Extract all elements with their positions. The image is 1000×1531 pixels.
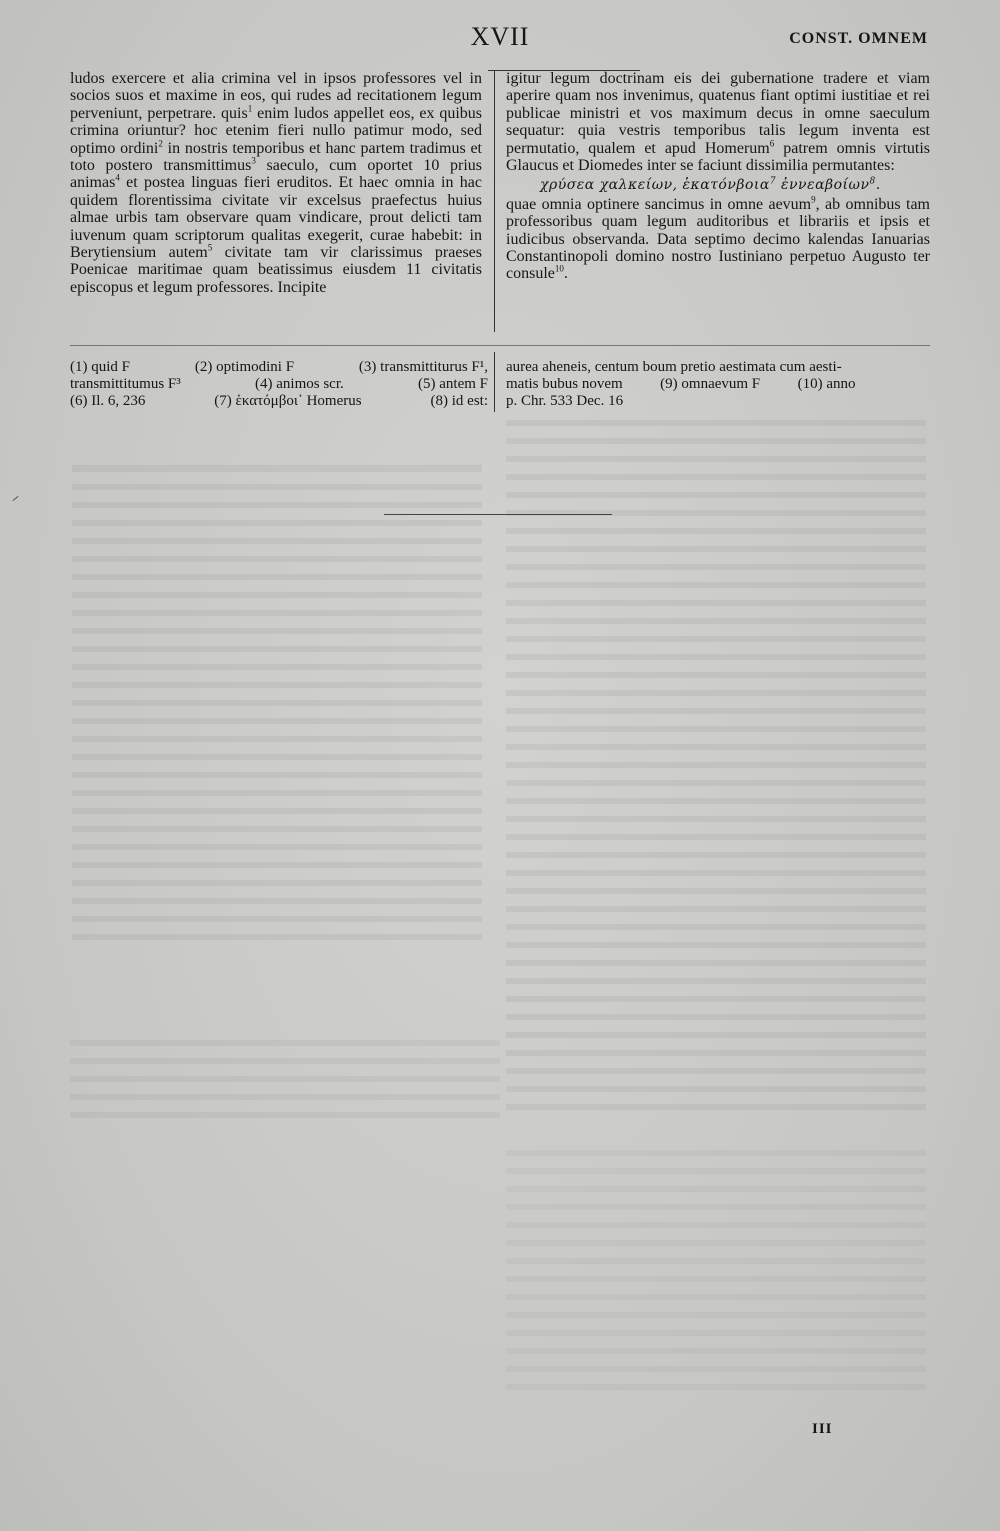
footnote-ref: 7 xyxy=(769,176,777,187)
section-end-rule xyxy=(384,514,612,515)
running-title: CONST. OMNEM xyxy=(789,30,928,47)
show-through-lower xyxy=(70,1040,500,1120)
footnote-row xyxy=(70,359,488,376)
footnote: transmittitumus F³ xyxy=(70,376,181,392)
footnote-ref: 10 xyxy=(554,264,564,275)
left-column-text: ludos exercere et alia crimina vel in ipsos professores vel in socios suos et maxime in eos, qui rudes ad recitationem legum perveniunt, perpetrare. quis$^1$ enim ludos appellet eos, ex quibus crimina oriuntur? hoc etenim fieri nullo patimur modo, sed optimo ordini$^2$ in nostris temporibus et hanc partem tradimus et toto postero transmittimus$^3$ saeculo, cum oportet 10 prius animas$^4$ et postea linguas fieri eruditos. Et haec omnia in hac quidem florentissima civitate vir excelsus praefectus huius almae urbis tam observare quam vindicare, prout delicti tam iuvenum quam scriptorum qualitas exegerit, curae habebit: in Berytiensium autem$^5$ civitate tam vir clarissimus praeses Poenicae maritimae quam beatissimus eiusdem 11 civitatis episcopus et legum professores. Incipite xyxy=(70,70,483,296)
footnote-ref: 6 xyxy=(769,138,775,149)
show-through-lower-right xyxy=(506,1150,926,1400)
right-column xyxy=(506,70,930,283)
footnote: (4) animos scr. xyxy=(255,376,344,392)
footnotes-left xyxy=(70,359,488,410)
footnote-ref: 1 xyxy=(247,103,253,114)
footnote: (6) Il. 6, 236 xyxy=(70,393,146,409)
footnote: (1) quid F xyxy=(70,359,130,375)
column-divider xyxy=(494,70,495,332)
footnote: (2) optimodini F xyxy=(194,359,295,375)
footnote: (5) antem F xyxy=(418,376,488,392)
footnote-ref: 3 xyxy=(251,155,256,166)
footnote-ref: 4 xyxy=(115,173,120,184)
page-header xyxy=(70,20,930,60)
footnote-divider xyxy=(494,352,495,412)
show-through-left xyxy=(72,445,482,945)
footnote: (3) transmittiturus F¹, xyxy=(358,359,488,375)
signature-mark: III xyxy=(812,1421,833,1437)
page-number: XVII xyxy=(470,22,530,51)
footnote-rule xyxy=(70,345,930,346)
line-number: 11 xyxy=(405,261,422,279)
footnotes-right xyxy=(506,359,930,410)
line-number: 10 xyxy=(423,157,440,175)
footnote-line: aurea aheneis, centum boum pretio aestimata cum aesti- xyxy=(506,359,842,375)
footnote: (8) id est: xyxy=(430,393,488,409)
footnote-row xyxy=(70,376,488,393)
footnote-line: matis bubus novem (9) omnaevum F (10) anno xyxy=(506,376,856,392)
footnote-ref: 9 xyxy=(811,194,816,205)
footnote-line: p. Chr. 533 Dec. 16 xyxy=(506,393,624,409)
stray-mark xyxy=(12,496,18,501)
footnote: (7) ἑκατόμβοι᾽ Homerus xyxy=(214,393,362,409)
greek-quotation: χρύσεα χαλκείων, ἑκατόνβοια$^7$ ἐννεαβοίων$^8$. xyxy=(540,176,881,194)
footnote-ref: 5 xyxy=(207,242,213,253)
left-column xyxy=(70,70,482,296)
right-column-text: igitur legum doctrinam eis dei gubernatione tradere et viam aperire quam nos invenimus, quatenus fiant optimi iustitiae et rei publicae ministri et vos maximum decus in omne saeculum sequatur: quia vestris temporibus talis legum inventa est permutatio, qualem et apud Homerum$^6$ patrem omnis virtutis Glaucus et Diomedes inter se faciunt dissimilia permutantes: χρύσεα χαλκείων, ἑκατόνβοια$^7$ ἐννεαβοίων$^8$. quae omnia optinere sancimus in omne aevum$^9$, ab omnibus tam professoribus quam legum auditoribus et librariis et ipsis et iudicibus observanda. Data septimo decimo kalendas Ianuarias Constantinopoli domino nostro Iustiniano perpetuo Augusto ter consule$^{10}$. xyxy=(506,70,931,283)
footnote-row xyxy=(70,393,488,410)
footnote-ref: 8 xyxy=(869,176,876,187)
show-through-right xyxy=(506,420,926,1110)
footnote-ref: 2 xyxy=(158,138,163,149)
